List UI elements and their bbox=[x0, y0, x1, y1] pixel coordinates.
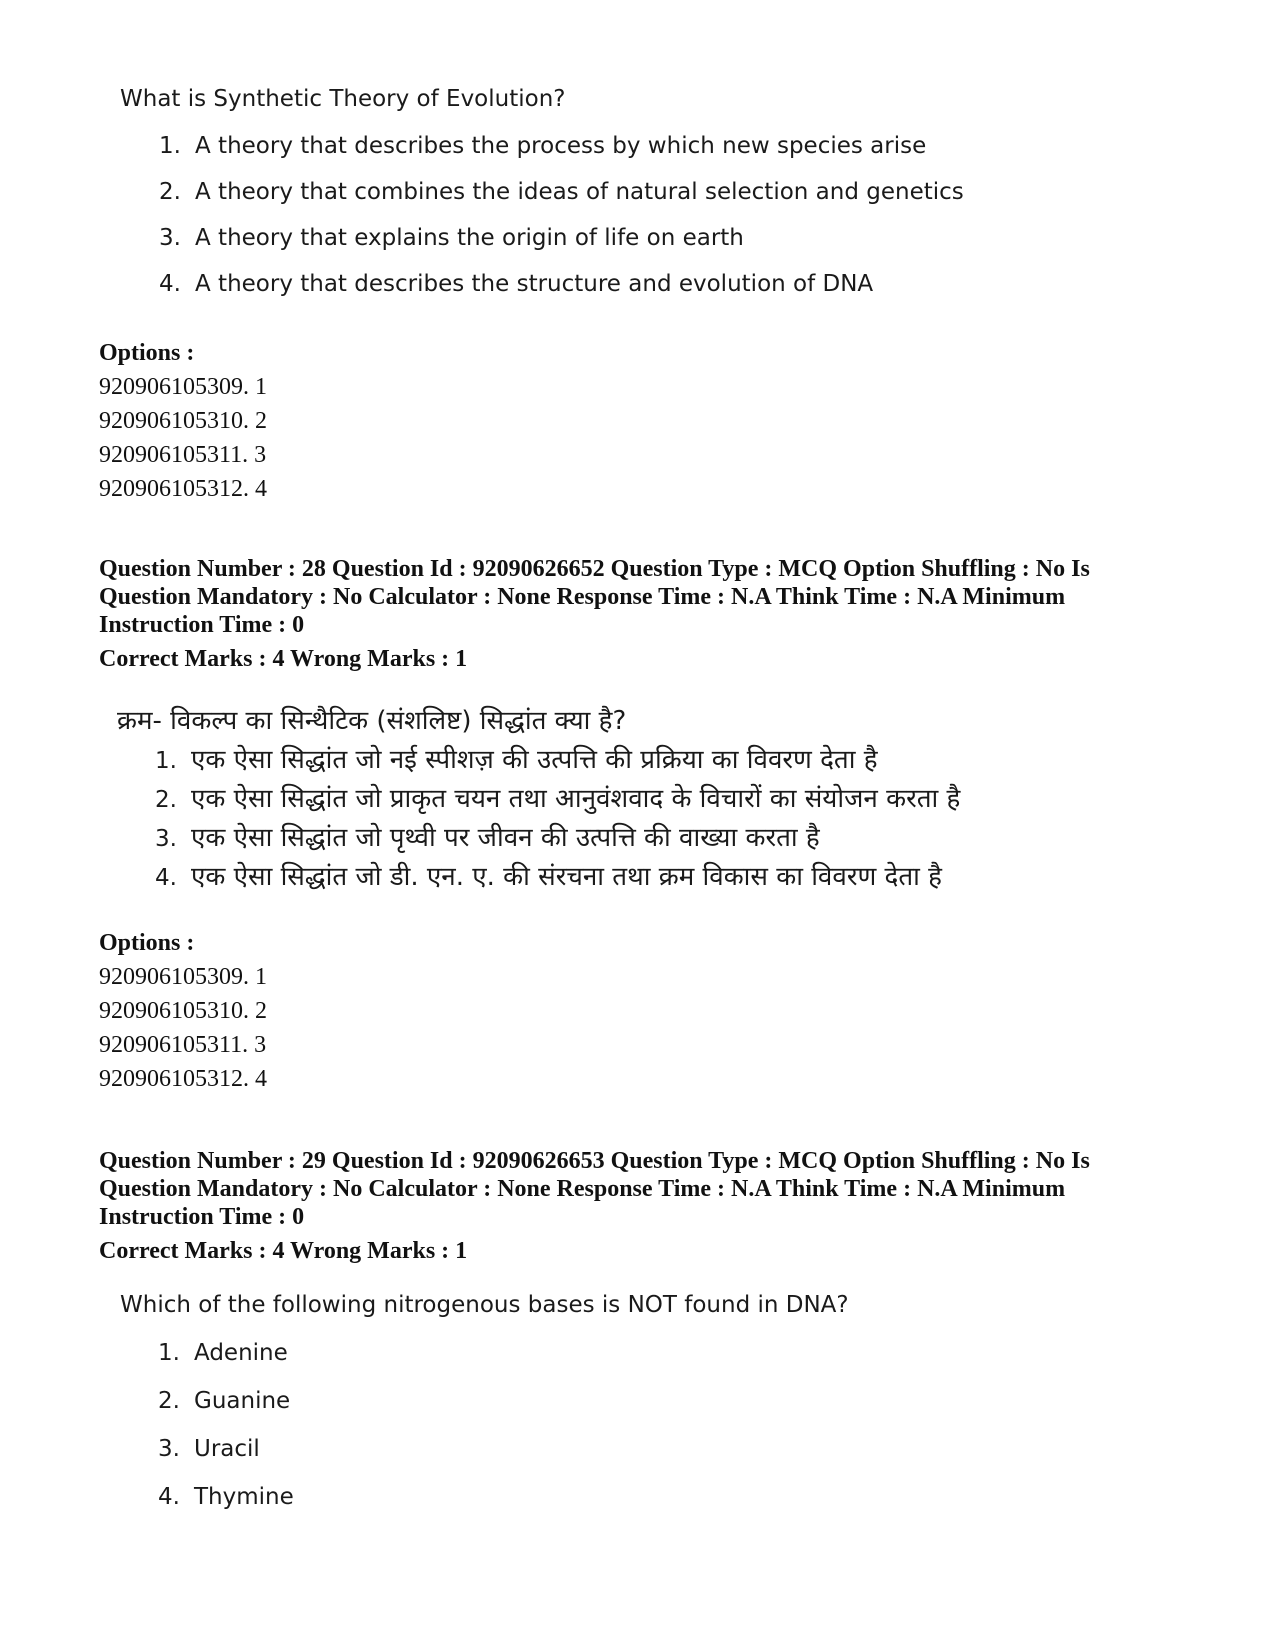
question-29-option-4 bbox=[158, 1484, 294, 1510]
question-28-text: क्रम- विकल्प का सिन्थैटिक (संशलिष्ट) सिद्धांत क्या है? bbox=[117, 706, 627, 736]
question-29-marks: Correct Marks : 4 Wrong Marks : 1 bbox=[99, 1238, 468, 1264]
question-27-text: What is Synthetic Theory of Evolution? bbox=[120, 86, 566, 112]
option-id: 920906105311. 3 bbox=[99, 442, 267, 468]
question-29-option-1 bbox=[158, 1340, 288, 1366]
metadata-line: Instruction Time : 0 bbox=[99, 1204, 305, 1230]
options-label: Options : bbox=[99, 930, 195, 956]
option-text: एक ऐसा सिद्धांत जो डी. एन. ए. की संरचना तथा क्रम विकास का विवरण देता है bbox=[191, 862, 942, 892]
question-27-option-3 bbox=[159, 225, 744, 251]
option-text: एक ऐसा सिद्धांत जो पृथ्वी पर जीवन की उत्पत्ति की वाख्या करता है bbox=[191, 823, 820, 853]
question-29-option-3 bbox=[158, 1436, 260, 1462]
question-28-option-3 bbox=[155, 818, 820, 854]
question-29-text: Which of the following nitrogenous bases is NOT found in DNA? bbox=[120, 1292, 849, 1318]
option-id: 920906105309. 1 bbox=[99, 964, 267, 990]
question-27-option-2 bbox=[159, 179, 964, 205]
question-27-option-1 bbox=[159, 133, 926, 159]
option-id: 920906105310. 2 bbox=[99, 998, 267, 1024]
question-29-option-2 bbox=[158, 1388, 290, 1414]
option-number: 3. bbox=[158, 1436, 180, 1462]
option-id: 920906105312. 4 bbox=[99, 476, 267, 502]
option-number: 1. bbox=[158, 1340, 180, 1366]
option-number: 2. bbox=[158, 1388, 180, 1414]
question-28-marks: Correct Marks : 4 Wrong Marks : 1 bbox=[99, 646, 468, 672]
option-text: Thymine bbox=[194, 1484, 294, 1510]
option-text: A theory that describes the process by which new species arise bbox=[195, 133, 927, 159]
option-number: 4. bbox=[155, 865, 177, 891]
option-number: 1. bbox=[155, 748, 177, 774]
option-id: 920906105309. 1 bbox=[99, 374, 267, 400]
option-text: एक ऐसा सिद्धांत जो प्राकृत चयन तथा आनुवंशवाद के विचारों का संयोजन करता है bbox=[191, 784, 961, 814]
metadata-line: Question Number : 29 Question Id : 92090626653 Question Type : MCQ Option Shuffling : No Is bbox=[99, 1148, 1090, 1174]
option-text: A theory that combines the ideas of natural selection and genetics bbox=[195, 179, 964, 205]
options-label: Options : bbox=[99, 340, 195, 366]
question-27-option-4 bbox=[159, 271, 873, 297]
option-id: 920906105310. 2 bbox=[99, 408, 267, 434]
option-number: 2. bbox=[155, 787, 177, 813]
metadata-line: Question Mandatory : No Calculator : None Response Time : N.A Think Time : N.A Minimum bbox=[99, 584, 1066, 610]
option-id: 920906105311. 3 bbox=[99, 1032, 267, 1058]
option-number: 2. bbox=[159, 179, 181, 205]
metadata-line: Question Number : 28 Question Id : 92090626652 Question Type : MCQ Option Shuffling : No Is bbox=[99, 556, 1090, 582]
option-number: 3. bbox=[155, 826, 177, 852]
question-28-option-4 bbox=[155, 857, 942, 893]
option-text: A theory that explains the origin of life on earth bbox=[195, 225, 744, 251]
option-text: एक ऐसा सिद्धांत जो नई स्पीशज़ की उत्पत्ति की प्रक्रिया का विवरण देता है bbox=[191, 745, 878, 775]
option-number: 4. bbox=[159, 271, 181, 297]
option-number: 1. bbox=[159, 133, 181, 159]
option-number: 3. bbox=[159, 225, 181, 251]
question-28-option-2 bbox=[155, 779, 960, 815]
option-number: 4. bbox=[158, 1484, 180, 1510]
question-28-metadata bbox=[99, 555, 1199, 639]
metadata-line: Instruction Time : 0 bbox=[99, 612, 305, 638]
option-id: 920906105312. 4 bbox=[99, 1066, 267, 1092]
option-text: Adenine bbox=[194, 1340, 288, 1366]
question-28-option-1 bbox=[155, 740, 878, 776]
option-text: A theory that describes the structure and evolution of DNA bbox=[195, 271, 874, 297]
option-text: Uracil bbox=[194, 1436, 260, 1462]
option-text: Guanine bbox=[194, 1388, 291, 1414]
metadata-line: Question Mandatory : No Calculator : None Response Time : N.A Think Time : N.A Minimum bbox=[99, 1176, 1066, 1202]
question-29-metadata bbox=[99, 1147, 1199, 1231]
